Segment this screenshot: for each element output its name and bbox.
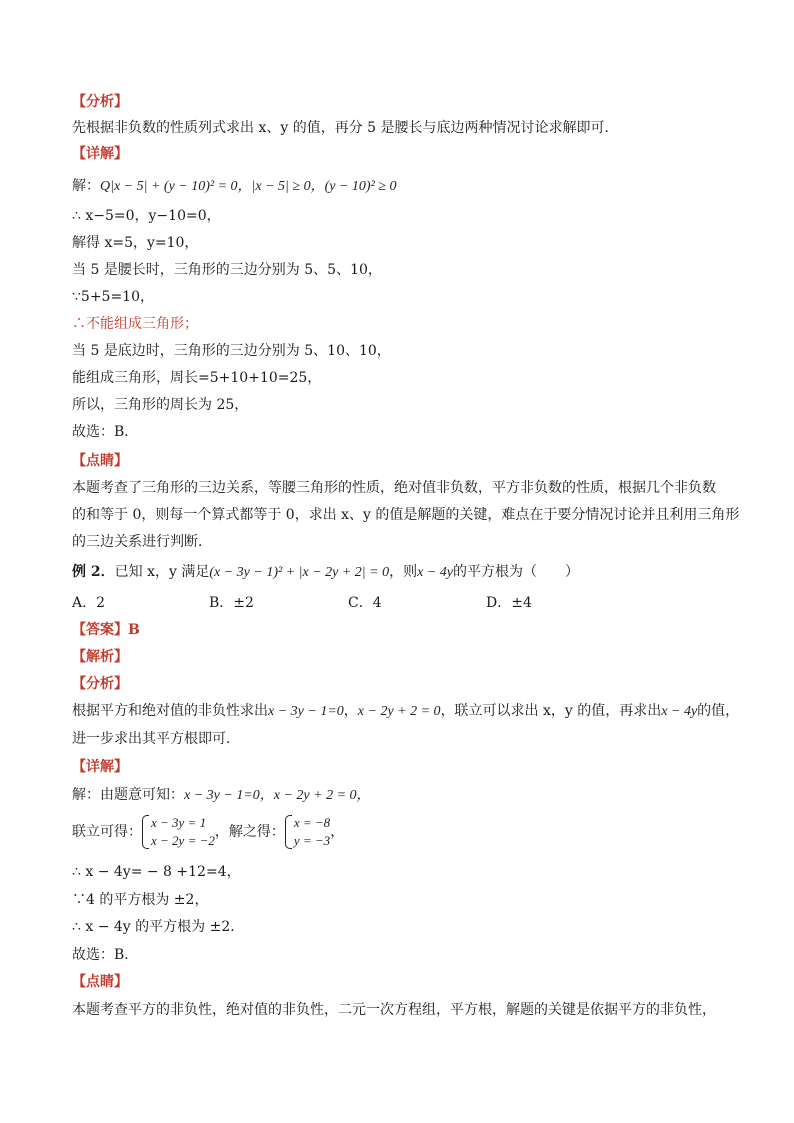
solution-line-3: 解得 x=5，y=10， xyxy=(72,235,199,251)
system-1-eq-2: x − 2y = −2 xyxy=(151,833,215,848)
analysis-2-line-2: 进一步求出其平方根即可． xyxy=(72,731,240,747)
question-expr: x − 4y xyxy=(417,565,453,580)
analysis-2-formula-3: x − 4y xyxy=(661,704,698,719)
option-d: D．±4 xyxy=(486,595,532,611)
solution-prefix: 解： xyxy=(72,178,100,194)
comment-line-3: 的三边关系进行判断． xyxy=(72,534,212,550)
detail-2-line-4: ∵4 的平方根为 ±2， xyxy=(72,892,209,908)
comment-heading-2: 【点睛】 xyxy=(72,974,128,990)
answer-line: 【答案】B xyxy=(72,622,140,638)
explain-heading: 【解析】 xyxy=(72,649,128,665)
solution-formula: Q|x − 5| + (y − 10)² = 0，|x − 5| ≥ 0，(y − 10)² ≥ 0 xyxy=(100,179,397,194)
detail-2-line-5: ∴ x − 4y 的平方根为 ±2． xyxy=(72,919,245,935)
solution-line-4: 当 5 是腰长时，三角形的三边分别为 5、5、10， xyxy=(72,262,382,278)
analysis-heading: 【分析】 xyxy=(72,94,128,110)
solution-line-1 xyxy=(72,176,734,197)
detail-2-formula: x − 3y − 1=0，x − 2y + 2 = 0， xyxy=(184,788,371,803)
analysis-2-formula-1: x − 3y − 1=0 xyxy=(268,704,344,719)
analysis-2-line-1 xyxy=(72,701,740,722)
comment-heading: 【点睛】 xyxy=(72,453,128,469)
option-c: C．4 xyxy=(348,595,382,611)
equation-system-1 xyxy=(142,814,215,850)
solution-line-7: 当 5 是底边时，三角形的三边分别为 5、10、10， xyxy=(72,343,391,359)
system-pre: 联立可得： xyxy=(72,824,142,840)
system-2-eq-2: y = −3 xyxy=(293,833,331,848)
analysis-2-pre: 根据平方和绝对值的非负性求出 xyxy=(72,703,268,719)
detail-2-line-6: 故选：B． xyxy=(72,947,139,963)
detail-heading-2: 【详解】 xyxy=(72,759,128,775)
comment-line-1: 本题考查了三角形的三边关系，等腰三角形的性质，绝对值非负数，平方非负数的性质，根据几个非负数 xyxy=(72,480,716,496)
solution-line-6: ∴不能组成三角形； xyxy=(72,316,198,332)
system-mid: ，解之得： xyxy=(214,824,285,840)
solution-line-10: 故选：B． xyxy=(72,424,139,440)
system-1-eq-1: x − 3y = 1 xyxy=(151,815,207,830)
analysis-2-mid: ，联立可以求出 x，y 的值，再求出 xyxy=(440,703,662,719)
question-post: 的平方根为（ ） xyxy=(452,564,579,580)
example-2-label: 例 2． xyxy=(72,564,115,580)
solution-line-5: ∵5+5=10， xyxy=(72,289,154,305)
question-pre: 已知 x，y 满足 xyxy=(114,564,210,580)
question-mid: ，则 xyxy=(389,564,418,580)
solution-line-8: 能组成三角形，周长=5+10+10=25， xyxy=(72,370,322,386)
comment-line-2: 的和等于 0，则每一个算式都等于 0，求出 x、y 的值是解题的关键，难点在于要分情况讨论并且利用三角形 xyxy=(72,507,740,523)
analysis-text: 先根据非负数的性质列式求出 x、y 的值，再分 5 是腰长与底边两种情况讨论求解即可． xyxy=(72,120,619,136)
detail-heading: 【详解】 xyxy=(72,146,128,162)
system-post: ， xyxy=(330,824,345,840)
comment-2-line-1: 本题考查平方的非负性，绝对值的非负性，二元一次方程组，平方根，解题的关键是依据平方的非负性， xyxy=(72,1002,716,1018)
analysis-2-post: 的值， xyxy=(697,703,740,719)
question-formula: (x − 3y − 1)² + |x − 2y + 2| = 0 xyxy=(209,565,390,580)
detail-2-system-line xyxy=(72,814,734,854)
option-a: A．2 xyxy=(72,595,106,611)
analysis-heading-2: 【分析】 xyxy=(72,676,128,692)
analysis-2-sep: ， xyxy=(343,703,358,719)
example-2-question xyxy=(72,562,734,583)
solution-line-2: ∴ x−5=0，y−10=0， xyxy=(72,208,221,224)
system-2-eq-1: x = −8 xyxy=(293,815,331,830)
detail-2-pre: 解：由题意可知： xyxy=(72,787,184,803)
analysis-2-formula-2: x − 2y + 2 = 0 xyxy=(357,704,441,719)
equation-system-2 xyxy=(285,814,330,850)
option-b: B．±2 xyxy=(209,595,254,611)
detail-2-line-3: ∴ x − 4y= − 8 +12=4， xyxy=(72,864,241,880)
solution-line-9: 所以，三角形的周长为 25， xyxy=(72,397,249,413)
detail-2-line-1 xyxy=(72,785,734,806)
